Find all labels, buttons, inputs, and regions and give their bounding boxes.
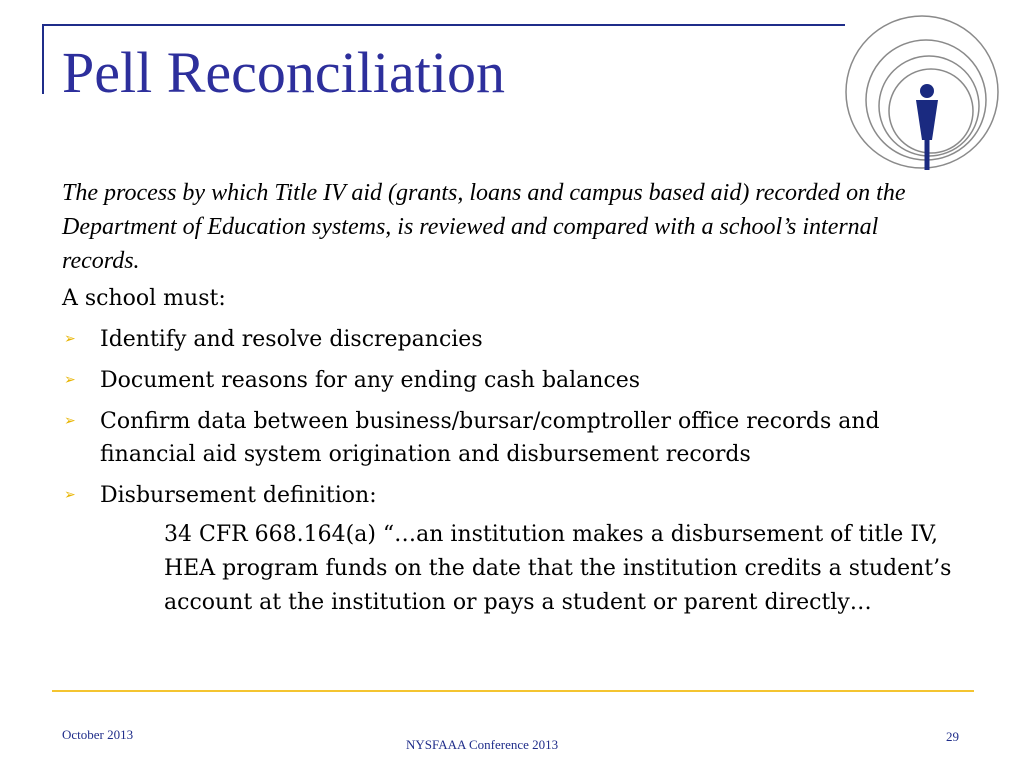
list-item [62, 323, 952, 356]
title-frame-top-line [42, 24, 845, 26]
footer-date: October 2013 [62, 727, 134, 742]
footer-conference: NYSFAAA Conference 2013 [406, 737, 559, 752]
list-item [62, 479, 952, 512]
arrowhead-bullet-icon: ➢ [64, 487, 76, 503]
arrowhead-bullet-icon: ➢ [64, 413, 76, 429]
footer-divider [52, 690, 974, 692]
regulation-quote: 34 CFR 668.164(a) “…an institution makes a disbursement of title IV, HEA program funds on the date that the institution credits a student’s account at the institution or pays a student or parent directly… [164, 522, 952, 615]
list-item [62, 364, 952, 397]
list-item-text: Disbursement definition: [100, 483, 377, 508]
title-frame-left-line [42, 24, 44, 94]
requirements-list [62, 323, 952, 512]
slide-body [62, 176, 952, 620]
slide-number: 29 [946, 729, 959, 744]
list-item-text: Confirm data between business/bursar/comptroller office records and financial aid system origination and disbursement records [100, 409, 880, 467]
arrowhead-bullet-icon: ➢ [64, 331, 76, 347]
definition-text: The process by which Title IV aid (grants, loans and campus based aid) recorded on the Department of Education systems, is reviewed and compared with a school’s internal records. [62, 180, 906, 274]
list-item [62, 405, 952, 471]
requirements-lead: A school must: [62, 286, 226, 311]
list-item-text: Document reasons for any ending cash balances [100, 368, 641, 393]
list-item-text: Identify and resolve discrepancies [100, 327, 483, 352]
nysfaaa-logo-icon [842, 14, 1012, 184]
slide-title: Pell Reconciliation [62, 40, 505, 105]
arrowhead-bullet-icon: ➢ [64, 372, 76, 388]
